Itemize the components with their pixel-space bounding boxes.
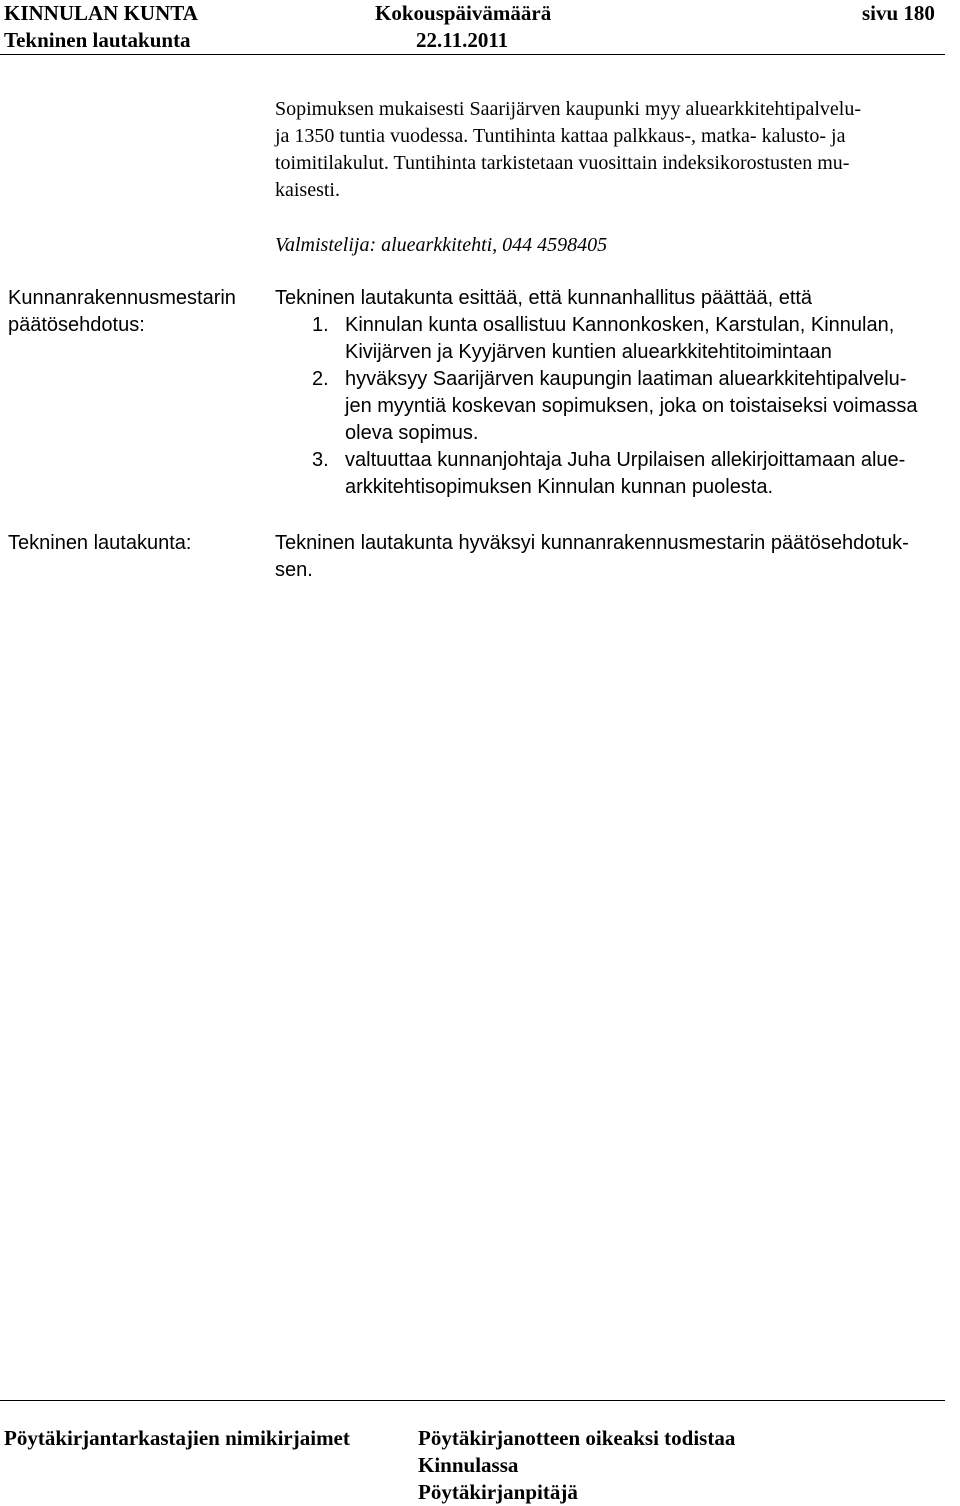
page-number: sivu 180 (862, 1, 935, 25)
footer-secretary-label: Pöytäkirjanpitäjä (418, 1480, 578, 1504)
proposal-item-1-line-1: Kinnulan kunta osallistuu Kannonkosken, Karstulan, Kinnulan, (345, 314, 895, 336)
proposal-item-3-line-2: arkkitehtisopimuksen Kinnulan kunnan puolesta. (345, 476, 774, 498)
meeting-date: 22.11.2011 (416, 28, 509, 52)
proposal-lead: Tekninen lautakunta esittää, että kunnanhallitus päättää, että (275, 287, 813, 309)
footer-initials-label: Pöytäkirjantarkastajien nimikirjaimet (4, 1426, 350, 1450)
decision-line-1: Tekninen lautakunta hyväksyi kunnanrakennusmestarin päätösehdotuk- (275, 532, 909, 554)
decision-label: Tekninen lautakunta: (8, 532, 192, 554)
proposal-item-2-line-3: oleva sopimus. (345, 422, 479, 444)
proposal-label-line-2: päätösehdotus: (8, 314, 145, 336)
proposal-item-number: 1. (312, 314, 329, 336)
intro-line-4: kaisesti. (275, 179, 340, 201)
intro-line-3: toimitilakulut. Tuntihinta tarkistetaan vuosittain indeksikorostusten mu- (275, 152, 850, 174)
proposal-item-3-line-1: valtuuttaa kunnanjohtaja Juha Urpilaisen allekirjoittamaan alue- (345, 449, 906, 471)
decision-line-2: sen. (275, 559, 313, 581)
preparer-line: Valmistelija: aluearkkitehti, 044 4598405 (275, 234, 608, 256)
proposal-item-number: 3. (312, 449, 329, 471)
meeting-date-label: Kokouspäivämäärä (375, 1, 552, 25)
footer-place: Kinnulassa (418, 1453, 519, 1477)
header-divider (0, 54, 945, 55)
municipality-name: KINNULAN KUNTA (4, 1, 198, 25)
proposal-item-number: 2. (312, 368, 329, 390)
proposal-label-line-1: Kunnanrakennusmestarin (8, 287, 236, 309)
board-name: Tekninen lautakunta (4, 28, 191, 52)
proposal-item-2-line-2: jen myyntiä koskevan sopimuksen, joka on toistaiseksi voimassa (345, 395, 918, 417)
footer-certification-label: Pöytäkirjanotteen oikeaksi todistaa (418, 1426, 736, 1450)
footer-divider (0, 1400, 945, 1401)
proposal-item-1-line-2: Kivijärven ja Kyyjärven kuntien aluearkkitehtitoimintaan (345, 341, 832, 363)
proposal-item-2-line-1: hyväksyy Saarijärven kaupungin laatiman aluearkkitehtipalvelu- (345, 368, 907, 390)
intro-line-1: Sopimuksen mukaisesti Saarijärven kaupunki myy aluearkkitehtipalvelu- (275, 98, 861, 120)
intro-line-2: ja 1350 tuntia vuodessa. Tuntihinta kattaa palkkaus-, matka- kalusto- ja (275, 125, 846, 147)
